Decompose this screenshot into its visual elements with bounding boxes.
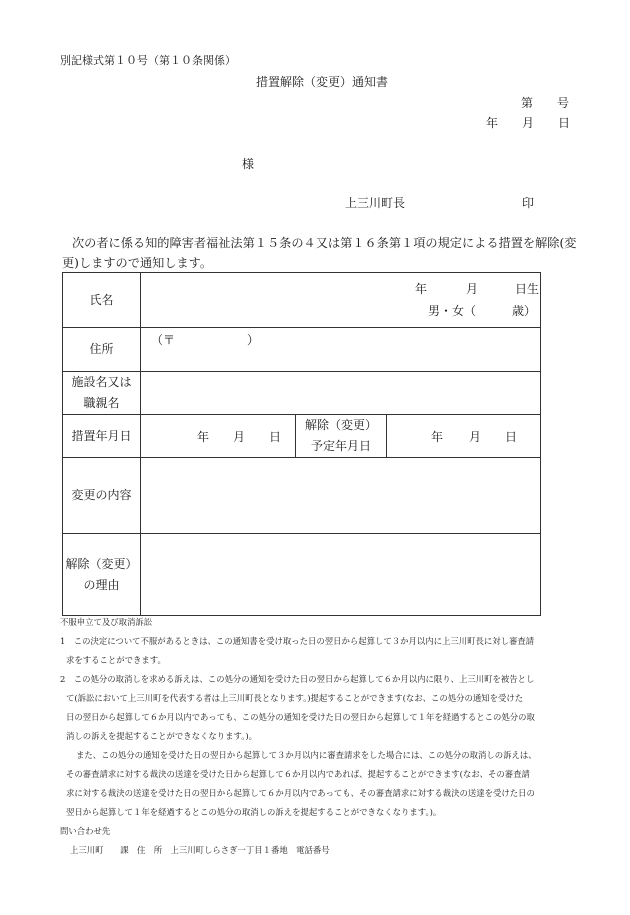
address-label: 住所 [63, 328, 141, 372]
notes-heading: 不服申立て及び取消訴訟 [60, 617, 153, 627]
row-reason [63, 534, 541, 616]
contact-line: 上三川町 課 住 所 上三川町しらさぎ一丁目１番地 電話番号 [70, 845, 330, 855]
note-paragraph-line-3: 求に対する裁決の送達を受けた日の翌日から起算して６か月以内であっても、その審査請求に対する裁決の送達を受けた日の [66, 788, 535, 798]
facility-label-line-1: 施設名又は [71, 375, 132, 389]
seal-mark: 印 [522, 196, 535, 210]
note-item-1-line-2: 求をすることができます。 [66, 655, 166, 665]
reason-label-line-1: 解除（変更） [65, 556, 138, 571]
release-year-label: 年 [431, 430, 444, 444]
intro-line-2: 更)しますので通知します。 [62, 256, 213, 270]
birth-day-label: 日生 [515, 282, 540, 296]
release-day-label: 日 [505, 430, 518, 444]
birth-month-label: 月 [466, 282, 479, 296]
measure-date-label: 措置年月日 [63, 415, 141, 458]
document-number: 第 号 [521, 96, 570, 110]
name-label: 氏名 [63, 273, 141, 328]
contact-heading: 問い合わせ先 [60, 826, 111, 836]
note-item-2-line-4: 消しの訴えを提起することができなくなります。)。 [66, 731, 258, 741]
release-date-label-line-2: 予定年月日 [310, 439, 371, 453]
row-change [63, 458, 541, 534]
facility-label [63, 372, 141, 415]
row-facility [63, 372, 541, 415]
change-label: 変更の内容 [63, 458, 141, 534]
reason-label-line-2: の理由 [83, 577, 120, 592]
row-name [63, 273, 541, 328]
address-field[interactable] [141, 328, 541, 372]
note-paragraph-line-4: 翌日から起算して１年を経過するとこの処分の取消しの訴えを提起することができなくなります。)。 [66, 807, 442, 817]
measure-date-field[interactable] [141, 415, 296, 458]
release-date-field[interactable] [387, 415, 541, 458]
note-item-2-line-2: て(訴訟において上三川町を代表する者は上三川町長となります。)提起することができます(なお、この処分の通知を受けた [66, 693, 524, 703]
sex-age-label: 男・女（ 歳） [428, 304, 537, 318]
notes-section [60, 613, 537, 860]
row-dates [63, 415, 541, 458]
name-field[interactable] [141, 273, 541, 328]
birth-year-label: 年 [415, 282, 428, 296]
form-number: 別記様式第１０号（第１０条関係） [60, 54, 236, 67]
release-date-label [296, 415, 387, 458]
row-address [63, 328, 541, 372]
note-item-1-line-1: 1 この決定について不服があるときは、この通知書を受け取った日の翌日から起算して３か月以内に上三川町長に対し審査請 [60, 636, 535, 646]
notification-form-table [62, 272, 541, 616]
issuer-name: 上三川町長 [345, 196, 406, 210]
change-field[interactable] [141, 458, 541, 534]
note-paragraph-line-2: その審査請求に対する裁決の送達を受けた日から起算して６か月以内であれば、提起することができます(なお、その審査請 [66, 769, 530, 779]
addressee-suffix: 様 [242, 157, 255, 171]
reason-label [63, 534, 141, 616]
intro-line-1: 次の者に係る知的障害者福祉法第１５条の４又は第１６条第１項の規定による措置を解除(変 [72, 236, 577, 250]
measure-month-label: 月 [233, 430, 246, 444]
reason-field[interactable] [141, 534, 541, 616]
document-date: 年 月 日 [486, 116, 571, 130]
note-paragraph-line-1: また、この処分の通知を受けた日の翌日から起算して３か月以内に審査請求をした場合には、この処分の取消しの訴えは、 [76, 750, 537, 760]
document-title: 措置解除（変更）通知書 [256, 75, 389, 89]
postal-code-mark: （〒 ） [151, 333, 260, 347]
facility-field[interactable] [141, 372, 541, 415]
note-item-2-line-3: 日の翌日から起算して６か月以内であっても、この処分の通知を受けた日の翌日から起算して１年を経過するとこの処分の取 [66, 712, 535, 722]
release-month-label: 月 [469, 430, 482, 444]
note-item-2-line-1: 2 この処分の取消しを求める訴えは、この処分の通知を受けた日の翌日から起算して６か月以内に限り、上三川町を被告とし [60, 674, 535, 684]
facility-label-line-2: 職親名 [83, 396, 120, 410]
measure-year-label: 年 [197, 430, 210, 444]
release-date-label-line-1: 解除（変更） [304, 418, 377, 432]
measure-day-label: 日 [269, 430, 282, 444]
